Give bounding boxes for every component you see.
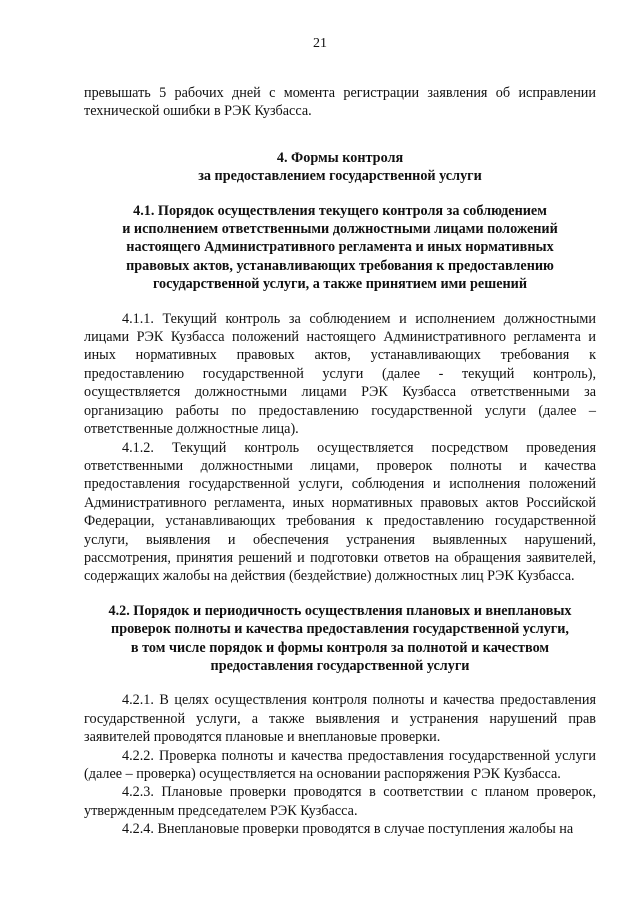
subsection-4-2-title-line: проверок полноты и качества предоставления государственной услуги, (111, 621, 569, 638)
section-4-title-line: 4. Формы контроля (276, 149, 404, 166)
subsection-4-1-title-line: и исполнением ответственными должностными лицами положений (122, 221, 558, 238)
subsection-4-1-title-line: настоящего Административного регламента и иных нормативных (126, 239, 554, 256)
paragraph-4-2-2: 4.2.2. Проверка полноты и качества предоставления государственной услуги (далее – проверка) осуществляется на основании распоряжения РЭК Кузбасса. (84, 747, 596, 782)
paragraph-4-1-1: 4.1.1. Текущий контроль за соблюдением и исполнением должностными лицами РЭК Кузбасса положений настоящего Административного регламента и иных нормативных правовых актов, устанавливающих требования к предоставлению государственной услуги (далее - текущий контроль), осуществляется должностными лицами РЭК Кузбасса ответственными за организацию работы по предоставлению государственной услуги (далее – ответственные должностные лица). (84, 310, 596, 438)
subsection-4-2-title-line: 4.2. Порядок и периодичность осуществления плановых и внеплановых (108, 602, 572, 619)
subsection-4-2-title-line: в том числе порядок и формы контроля за полнотой и качеством (130, 639, 550, 656)
paragraph-4-2-3: 4.2.3. Плановые проверки проводятся в соответствии с планом проверок, утвержденным председателем РЭК Кузбасса. (84, 784, 596, 819)
paragraph-4-2-1: 4.2.1. В целях осуществления контроля полноты и качества предоставления государственной услуги, а также выявления и устранения нарушений прав заявителей проводятся плановые и внеплановые проверки. (84, 692, 596, 746)
page-content (84, 84, 596, 839)
subsection-4-2-heading (84, 602, 596, 676)
subsection-4-1-heading (84, 202, 596, 294)
subsection-4-2-title-line: предоставления государственной услуги (210, 657, 470, 674)
intro-paragraph: превышать 5 рабочих дней с момента регистрации заявления об исправлении технической ошибки в РЭК Кузбасса. (84, 85, 596, 120)
subsection-4-1-title-line: государственной услуги, а также принятием ими решений (152, 276, 528, 293)
subsection-4-1-title-line: правовых актов, устанавливающих требования к предоставлению (126, 257, 554, 274)
section-4-title-line: за предоставлением государственной услуги (198, 168, 482, 185)
paragraph-4-2-4: 4.2.4. Внеплановые проверки проводятся в случае поступления жалобы на (122, 821, 574, 838)
section-4-heading (84, 149, 596, 186)
subsection-4-2-body (84, 691, 596, 838)
page-number: 21 (313, 36, 327, 51)
paragraph-4-1-2: 4.1.2. Текущий контроль осуществляется посредством проведения ответственными должностными лицами, проверок полноты и качества предоставления государственной услуги, соблюдения и исполнения положений Административного регламента, иных нормативных правовых актов Российской Федерации, устанавливающих требования к предоставлению государственной услуги, выявления и обеспечения устранения выявленных нарушений, рассмотрения, принятия решений и подготовки ответов на обращения заявителей, содержащих жалобы на действия (бездействие) должностных лиц РЭК Кузбасса. (84, 439, 596, 585)
subsection-4-1-body (84, 310, 596, 586)
subsection-4-1-title-line: 4.1. Порядок осуществления текущего контроля за соблюдением (133, 202, 547, 219)
